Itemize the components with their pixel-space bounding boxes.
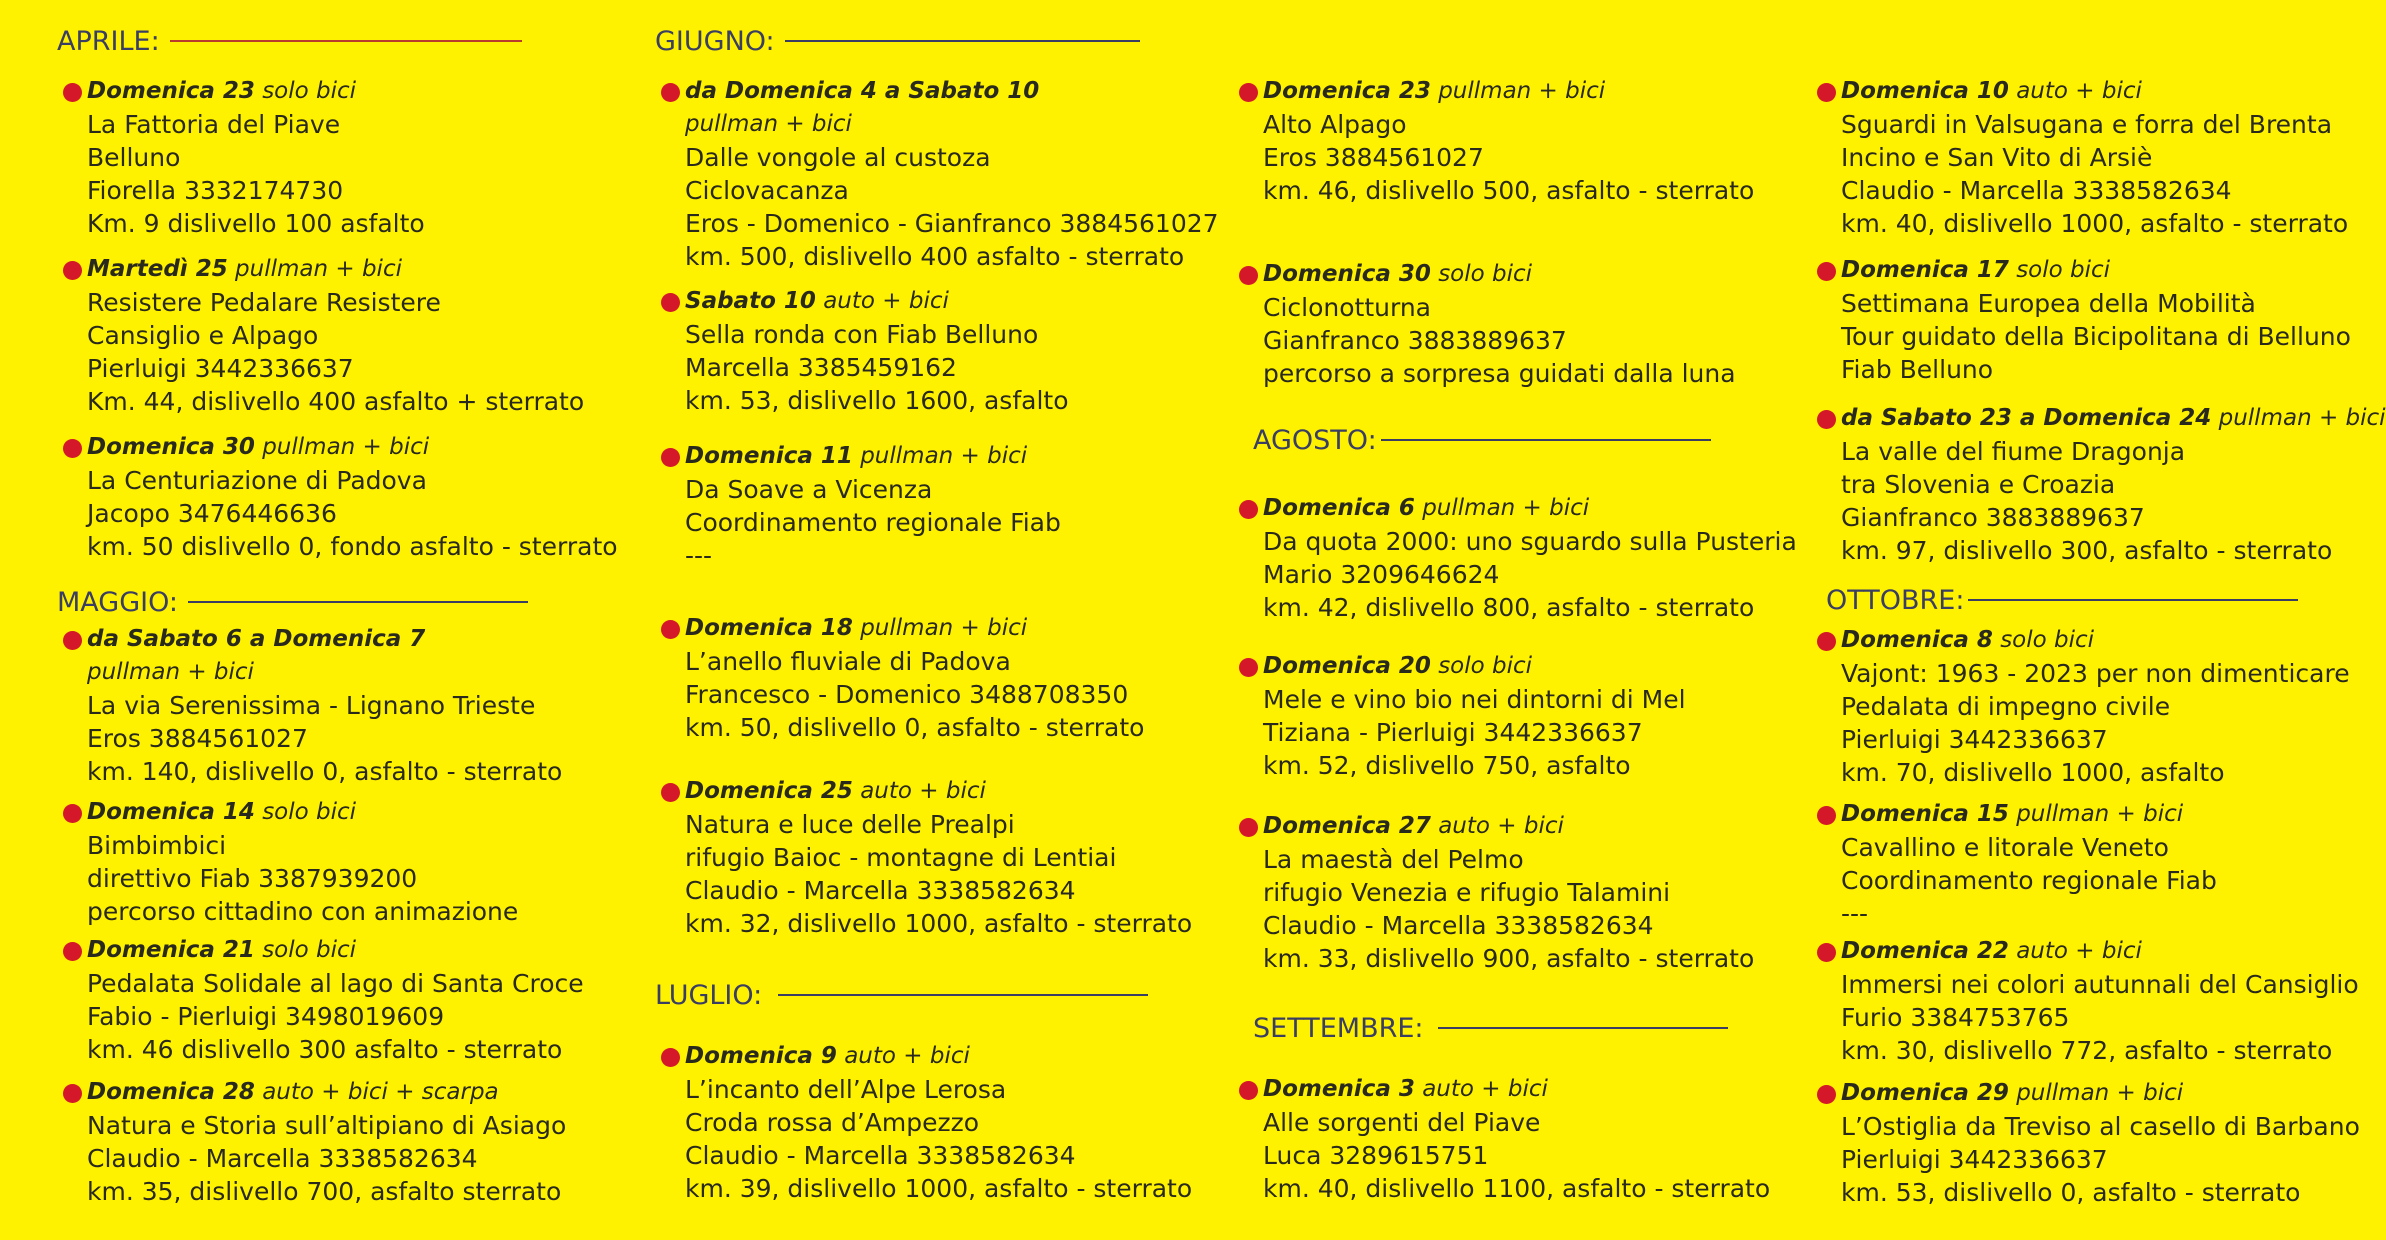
event-mode: auto + bici — [844, 1043, 970, 1069]
month-heading-giugno: GIUGNO: — [655, 21, 1140, 61]
event-line: Cansiglio e Alpago — [87, 321, 319, 350]
event-line: Alto Alpago — [1263, 110, 1407, 139]
event-mode: pullman + bici — [1422, 495, 1590, 521]
month-heading-aprile: APRILE: — [57, 21, 522, 61]
bullet-dot-icon — [63, 439, 82, 458]
event-mode: auto + bici — [1422, 1076, 1548, 1102]
heading-rule — [785, 40, 1140, 42]
event-mode: pullman + bici — [860, 615, 1028, 641]
event-line: Claudio - Marcella 3338582634 — [1263, 911, 1654, 940]
event-line: Alle sorgenti del Piave — [1263, 1108, 1541, 1137]
event-line: La via Serenissima - Lignano Trieste — [87, 691, 536, 720]
bullet-dot-icon — [1817, 410, 1836, 429]
event-mode: pullman + bici — [2016, 1080, 2184, 1106]
bullet-dot-icon — [1817, 943, 1836, 962]
heading-rule — [1381, 439, 1711, 441]
event-line: Natura e Storia sull’altipiano di Asiago — [87, 1111, 567, 1140]
event-mode: pullman + bici — [87, 659, 254, 685]
event-line: Immersi nei colori autunnali del Cansiglio — [1841, 970, 2359, 999]
event-line: Settimana Europea della Mobilità — [1841, 289, 2256, 318]
event-mode: solo bici — [262, 799, 357, 825]
event-line: L’Ostiglia da Treviso al casello di Barbano — [1841, 1112, 2360, 1141]
event-line: Mele e vino bio nei dintorni di Mel — [1263, 685, 1686, 714]
event-line: rifugio Baioc - montagne di Lentiai — [685, 843, 1117, 872]
bullet-dot-icon — [63, 804, 82, 823]
event-line: Fiab Belluno — [1841, 355, 1994, 384]
event-line: Coordinamento regionale Fiab — [1841, 866, 2217, 895]
event-line: Incino e San Vito di Arsiè — [1841, 143, 2153, 172]
event-line: Natura e luce delle Prealpi — [685, 810, 1015, 839]
month-heading-luglio: LUGLIO: — [655, 975, 1148, 1015]
event-day: Domenica 20 — [1263, 653, 1431, 679]
bullet-dot-icon — [661, 1048, 680, 1067]
event-day: Domenica 6 — [1263, 495, 1415, 521]
month-heading-ottobre: OTTOBRE: — [1826, 580, 2298, 620]
event-line: Tiziana - Pierluigi 3442336637 — [1263, 718, 1643, 747]
bullet-dot-icon — [63, 1084, 82, 1103]
bullet-dot-icon — [1817, 262, 1836, 281]
bullet-dot-icon — [1817, 83, 1836, 102]
event-line: Pedalata di impegno civile — [1841, 692, 2171, 721]
heading-rule — [1968, 599, 2298, 601]
event-line: Km. 44, dislivello 400 asfalto + sterrato — [87, 387, 585, 416]
month-heading-settembre: SETTEMBRE: — [1253, 1008, 1728, 1048]
event-mode: pullman + bici — [235, 256, 402, 282]
bullet-dot-icon — [1239, 1081, 1258, 1100]
event-line: --- — [1841, 899, 1869, 928]
event-day: Domenica 28 — [87, 1079, 255, 1105]
event-day: Domenica 18 — [685, 615, 853, 641]
bullet-dot-icon — [1817, 632, 1836, 651]
event-line: km. 40, dislivello 1100, asfalto - sterrato — [1263, 1174, 1771, 1203]
event-line: km. 140, dislivello 0, asfalto - sterrato — [87, 757, 563, 786]
event-mode: pullman + bici — [860, 443, 1028, 469]
event-day: da Domenica 4 a Sabato 10 — [685, 78, 1040, 104]
event-line: Eros 3884561027 — [87, 724, 308, 753]
event-line: Fabio - Pierluigi 3498019609 — [87, 1002, 445, 1031]
event-mode: solo bici — [262, 78, 357, 104]
event-line: Da Soave a Vicenza — [685, 475, 933, 504]
event-line: km. 39, dislivello 1000, asfalto - sterrato — [685, 1174, 1193, 1203]
event-mode: solo bici — [2016, 257, 2111, 283]
event-day: Domenica 23 — [1263, 78, 1431, 104]
event-line: Pierluigi 3442336637 — [87, 354, 354, 383]
event-line: percorso a sorpresa guidati dalla luna — [1263, 359, 1736, 388]
event-line: km. 46, dislivello 500, asfalto - sterrato — [1263, 176, 1755, 205]
event-day: Domenica 14 — [87, 799, 255, 825]
event-line: La valle del fiume Dragonja — [1841, 437, 2186, 466]
event-mode: auto + bici — [860, 778, 986, 804]
bullet-dot-icon — [1817, 806, 1836, 825]
event-day: Domenica 9 — [685, 1043, 837, 1069]
event-line: percorso cittadino con animazione — [87, 897, 519, 926]
event-line: direttivo Fiab 3387939200 — [87, 864, 418, 893]
event-day: Domenica 25 — [685, 778, 853, 804]
heading-rule — [1438, 1027, 1728, 1029]
event-line: La Centuriazione di Padova — [87, 466, 427, 495]
event-line: La Fattoria del Piave — [87, 110, 341, 139]
event-mode: pullman + bici — [685, 111, 852, 137]
event-line: rifugio Venezia e rifugio Talamini — [1263, 878, 1671, 907]
event-mode: pullman + bici — [262, 434, 430, 460]
event-line: km. 53, dislivello 0, asfalto - sterrato — [1841, 1178, 2301, 1207]
event-line: Claudio - Marcella 3338582634 — [685, 1141, 1076, 1170]
event-line: Da quota 2000: uno sguardo sulla Pusteria — [1263, 527, 1797, 556]
event-day: Domenica 22 — [1841, 938, 2009, 964]
event-line: Pedalata Solidale al lago di Santa Croce — [87, 969, 584, 998]
event-line: Sguardi in Valsugana e forra del Brenta — [1841, 110, 2333, 139]
event-line: Pierluigi 3442336637 — [1841, 725, 2108, 754]
event-line: Francesco - Domenico 3488708350 — [685, 680, 1129, 709]
bullet-dot-icon — [1239, 83, 1258, 102]
heading-rule — [188, 601, 528, 603]
event-mode: solo bici — [2000, 627, 2095, 653]
event-day: Domenica 30 — [87, 434, 255, 460]
event-line: km. 30, dislivello 772, asfalto - sterrato — [1841, 1036, 2333, 1065]
event-line: Sella ronda con Fiab Belluno — [685, 320, 1039, 349]
event-line: Eros - Domenico - Gianfranco 3884561027 — [685, 209, 1219, 238]
bullet-dot-icon — [661, 620, 680, 639]
event-day: Domenica 15 — [1841, 801, 2009, 827]
event-line: Marcella 3385459162 — [685, 353, 957, 382]
event-mode: pullman + bici — [2218, 405, 2386, 431]
bullet-dot-icon — [1239, 500, 1258, 519]
event-line: Pierluigi 3442336637 — [1841, 1145, 2108, 1174]
event-line: km. 97, dislivello 300, asfalto - sterrato — [1841, 536, 2333, 565]
event-line: Tour guidato della Bicipolitana di Belluno — [1841, 322, 2351, 351]
event-line: Gianfranco 3883889637 — [1841, 503, 2145, 532]
event-line: km. 46 dislivello 300 asfalto - sterrato — [87, 1035, 563, 1064]
event-line: km. 40, dislivello 1000, asfalto - sterrato — [1841, 209, 2349, 238]
bullet-dot-icon — [1817, 1085, 1836, 1104]
event-day: da Sabato 6 a Domenica 7 — [87, 626, 426, 652]
event-day: Domenica 21 — [87, 937, 255, 963]
month-heading-maggio: MAGGIO: — [57, 582, 528, 622]
event-line: Claudio - Marcella 3338582634 — [685, 876, 1076, 905]
event-line: km. 53, dislivello 1600, asfalto — [685, 386, 1069, 415]
event-line: Belluno — [87, 143, 181, 172]
event-line: Claudio - Marcella 3338582634 — [87, 1144, 478, 1173]
event-mode: auto + bici — [823, 288, 949, 314]
event-line: --- — [685, 541, 713, 570]
heading-rule — [170, 40, 522, 42]
bullet-dot-icon — [661, 783, 680, 802]
event-line: Fiorella 3332174730 — [87, 176, 344, 205]
event-line: La maestà del Pelmo — [1263, 845, 1524, 874]
event-line: tra Slovenia e Croazia — [1841, 470, 2116, 499]
event-line: Gianfranco 3883889637 — [1263, 326, 1567, 355]
event-mode: solo bici — [262, 937, 357, 963]
event-mode: auto + bici — [2016, 938, 2142, 964]
event-mode: auto + bici — [1438, 813, 1564, 839]
bullet-dot-icon — [1239, 658, 1258, 677]
bullet-dot-icon — [661, 83, 680, 102]
event-line: km. 52, dislivello 750, asfalto — [1263, 751, 1631, 780]
event-day: Domenica 29 — [1841, 1080, 2009, 1106]
event-line: Coordinamento regionale Fiab — [685, 508, 1061, 537]
event-day: Domenica 3 — [1263, 1076, 1415, 1102]
event-line: Jacopo 3476446636 — [87, 499, 337, 528]
event-day: Domenica 10 — [1841, 78, 2009, 104]
event-line: Ciclonotturna — [1263, 293, 1431, 322]
bullet-dot-icon — [63, 942, 82, 961]
event-line: Vajont: 1963 - 2023 per non dimenticare — [1841, 659, 2350, 688]
event-line: Km. 9 dislivello 100 asfalto — [87, 209, 425, 238]
event-day: Domenica 30 — [1263, 261, 1431, 287]
event-day: Domenica 23 — [87, 78, 255, 104]
bullet-dot-icon — [661, 448, 680, 467]
event-line: km. 32, dislivello 1000, asfalto - sterrato — [685, 909, 1193, 938]
event-day: da Sabato 23 a Domenica 24 — [1841, 405, 2212, 431]
event-line: km. 33, dislivello 900, asfalto - sterrato — [1263, 944, 1755, 973]
event-day: Domenica 17 — [1841, 257, 2009, 283]
event-line: Bimbimbici — [87, 831, 227, 860]
event-line: km. 50 dislivello 0, fondo asfalto - sterrato — [87, 532, 618, 561]
event-line: Croda rossa d’Ampezzo — [685, 1108, 980, 1137]
event-line: Luca 3289615751 — [1263, 1141, 1489, 1170]
event-line: Eros 3884561027 — [1263, 143, 1484, 172]
event-line: km. 50, dislivello 0, asfalto - sterrato — [685, 713, 1145, 742]
event-mode: pullman + bici — [2016, 801, 2184, 827]
bullet-dot-icon — [63, 631, 82, 650]
event-mode: solo bici — [1438, 261, 1533, 287]
bullet-dot-icon — [1239, 818, 1258, 837]
event-line: km. 35, dislivello 700, asfalto sterrato — [87, 1177, 562, 1206]
event-line: L’incanto dell’Alpe Lerosa — [685, 1075, 1007, 1104]
event-line: L’anello fluviale di Padova — [685, 647, 1011, 676]
month-heading-agosto: AGOSTO: — [1253, 420, 1711, 460]
event-line: Cavallino e litorale Veneto — [1841, 833, 2169, 862]
event-mode: auto + bici + scarpa — [262, 1079, 499, 1105]
event-mode: solo bici — [1438, 653, 1533, 679]
event-line: Furio 3384753765 — [1841, 1003, 2070, 1032]
event-line: Resistere Pedalare Resistere — [87, 288, 441, 317]
event-day: Domenica 27 — [1263, 813, 1431, 839]
event-line: km. 70, dislivello 1000, asfalto — [1841, 758, 2225, 787]
event-day: Domenica 8 — [1841, 627, 1993, 653]
event-day: Domenica 11 — [685, 443, 853, 469]
event-line: km. 42, dislivello 800, asfalto - sterrato — [1263, 593, 1755, 622]
event-line: Dalle vongole al custoza — [685, 143, 991, 172]
event-line: km. 500, dislivello 400 asfalto - sterrato — [685, 242, 1185, 271]
bullet-dot-icon — [1239, 266, 1258, 285]
event-mode: pullman + bici — [1438, 78, 1606, 104]
heading-rule — [778, 994, 1148, 996]
bullet-dot-icon — [661, 293, 680, 312]
event-line: Mario 3209646624 — [1263, 560, 1500, 589]
event-mode: auto + bici — [2016, 78, 2142, 104]
event-line: Claudio - Marcella 3338582634 — [1841, 176, 2232, 205]
bullet-dot-icon — [63, 261, 82, 280]
event-day: Martedì 25 — [87, 256, 228, 282]
event-line: Ciclovacanza — [685, 176, 849, 205]
bullet-dot-icon — [63, 83, 82, 102]
event-day: Sabato 10 — [685, 288, 816, 314]
